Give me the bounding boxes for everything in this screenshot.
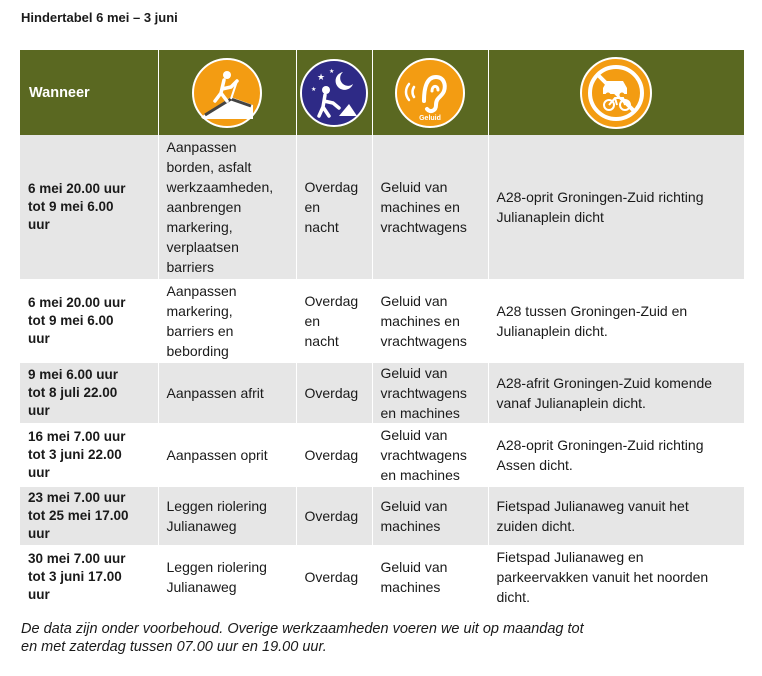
impact-line: parkeervakken vanuit het noorden	[496, 569, 709, 585]
when-line: uur	[28, 465, 50, 480]
header-when: Wanneer	[20, 50, 158, 135]
when-line: tot 8 juli 22.00	[28, 385, 118, 400]
table-row	[20, 362, 744, 424]
impact-line: vanaf Julianaplein dicht.	[496, 395, 646, 411]
table-row	[20, 486, 744, 546]
time-line: Overdag	[304, 385, 359, 401]
when-cell	[20, 135, 158, 280]
time-line: en	[304, 199, 321, 215]
work-line: bebording	[166, 343, 229, 359]
svg-text:★: ★	[329, 67, 335, 75]
note-line: en met zaterdag tussen 07.00 uur en 19.00 uur.	[21, 639, 327, 655]
when-cell	[20, 546, 158, 608]
work-line: Aanpassen oprit	[166, 447, 268, 463]
table-row	[20, 135, 744, 280]
noise-line: vrachtwagens	[380, 385, 467, 401]
noise-line: Geluid van	[380, 293, 448, 309]
when-line: uur	[28, 217, 50, 232]
work-line: barriers en	[166, 323, 234, 339]
when-line: 23 mei 7.00 uur	[28, 490, 126, 505]
time-cell	[296, 135, 372, 280]
work-line: Leggen riolering	[166, 559, 267, 575]
impact-cell	[488, 280, 744, 362]
impact-line: Assen dicht.	[496, 457, 573, 473]
disclaimer-note	[21, 620, 584, 656]
work-cell	[158, 362, 296, 424]
when-line: 30 mei 7.00 uur	[28, 551, 126, 566]
when-line: 6 mei 20.00 uur	[28, 181, 126, 196]
noise-line: Geluid van	[380, 559, 448, 575]
svg-text:★: ★	[317, 72, 326, 83]
when-line: tot 9 mei 6.00	[28, 313, 114, 328]
work-line: aanbrengen	[166, 199, 242, 215]
when-line: tot 25 mei 17.00	[28, 508, 129, 523]
time-line: Overdag	[304, 179, 359, 195]
noise-cell	[372, 546, 488, 608]
when-line: tot 9 mei 6.00	[28, 199, 114, 214]
noise-line: machines en	[380, 313, 460, 329]
time-cell	[296, 280, 372, 362]
road-work-icon	[191, 57, 263, 129]
noise-line: Geluid van	[380, 365, 448, 381]
table-row	[20, 546, 744, 608]
noise-line: Geluid van	[380, 427, 448, 443]
noise-line: en machines	[380, 405, 460, 421]
header-impact	[488, 50, 744, 135]
noise-line: machines	[380, 518, 441, 534]
work-line: Julianaweg	[166, 579, 237, 595]
work-line: Leggen riolering	[166, 498, 267, 514]
noise-line: machines	[380, 579, 441, 595]
noise-cell	[372, 486, 488, 546]
noise-line: vrachtwagens	[380, 333, 467, 349]
time-line: Overdag	[304, 293, 359, 309]
when-line: uur	[28, 587, 50, 602]
impact-cell	[488, 424, 744, 486]
impact-cell	[488, 486, 744, 546]
noise-line: vrachtwagens	[380, 447, 467, 463]
noise-cell	[372, 280, 488, 362]
when-cell	[20, 486, 158, 546]
noise-line: Geluid van	[380, 179, 448, 195]
time-line: Overdag	[304, 508, 359, 524]
header-time	[296, 50, 372, 135]
work-cell	[158, 135, 296, 280]
noise-cell	[372, 362, 488, 424]
time-line: Overdag	[304, 447, 359, 463]
when-cell	[20, 362, 158, 424]
noise-line: vrachtwagens	[380, 219, 467, 235]
when-line: 16 mei 7.00 uur	[28, 429, 126, 444]
time-cell	[296, 486, 372, 546]
when-line: tot 3 juni 17.00	[28, 569, 122, 584]
header-noise	[372, 50, 488, 135]
noise-cell	[372, 135, 488, 280]
work-line: verplaatsen	[166, 239, 239, 255]
time-cell	[296, 424, 372, 486]
when-line: uur	[28, 331, 50, 346]
time-line: en	[304, 313, 321, 329]
time-cell	[296, 546, 372, 608]
page-title: Hindertabel 6 mei – 3 juni	[21, 10, 178, 25]
noise-cell	[372, 424, 488, 486]
impact-line: A28-oprit Groningen-Zuid richting	[496, 189, 704, 205]
night-work-icon	[299, 58, 369, 128]
header-work	[158, 50, 296, 135]
when-line: 6 mei 20.00 uur	[28, 295, 126, 310]
when-line: uur	[28, 526, 50, 541]
work-cell	[158, 424, 296, 486]
when-cell	[20, 424, 158, 486]
work-line: Aanpassen afrit	[166, 385, 264, 401]
when-line: 9 mei 6.00 uur	[28, 367, 119, 382]
time-line: Overdag	[304, 569, 359, 585]
work-line: markering,	[166, 219, 233, 235]
noise-line: Geluid van	[380, 498, 448, 514]
impact-line: Julianaplein dicht.	[496, 323, 608, 339]
time-line: nacht	[304, 333, 339, 349]
work-line: Julianaweg	[166, 518, 237, 534]
when-line: uur	[28, 403, 50, 418]
noise-line: en machines	[380, 467, 460, 483]
impact-line: Fietspad Julianaweg vanuit het	[496, 498, 689, 514]
impact-cell	[488, 546, 744, 608]
impact-line: Julianaplein dicht	[496, 209, 604, 225]
impact-line: dicht.	[496, 589, 530, 605]
time-line: nacht	[304, 219, 339, 235]
table-row	[20, 280, 744, 362]
impact-line: A28-oprit Groningen-Zuid richting	[496, 437, 704, 453]
when-cell	[20, 280, 158, 362]
noise-icon	[394, 57, 466, 129]
impact-line: A28 tussen Groningen-Zuid en	[496, 303, 688, 319]
no-traffic-icon	[579, 56, 653, 130]
noise-line: machines en	[380, 199, 460, 215]
svg-text:★: ★	[311, 85, 317, 93]
work-line: markering,	[166, 303, 233, 319]
work-line: barriers	[166, 259, 214, 275]
hinder-table	[20, 50, 744, 609]
work-line: Aanpassen	[166, 139, 237, 155]
work-cell	[158, 280, 296, 362]
work-cell	[158, 486, 296, 546]
note-line: De data zijn onder voorbehoud. Overige werkzaamheden voeren we uit op maandag tot	[21, 621, 584, 637]
table-row	[20, 424, 744, 486]
impact-line: zuiden dicht.	[496, 518, 576, 534]
work-line: Aanpassen	[166, 283, 237, 299]
when-line: tot 3 juni 22.00	[28, 447, 122, 462]
table-header-row	[20, 50, 744, 135]
impact-line: A28-afrit Groningen-Zuid komende	[496, 375, 713, 391]
work-cell	[158, 546, 296, 608]
time-cell	[296, 362, 372, 424]
work-line: werkzaamheden,	[166, 179, 274, 195]
work-line: borden, asfalt	[166, 159, 252, 175]
impact-cell	[488, 362, 744, 424]
geluid-label: Geluid	[419, 114, 441, 122]
impact-line: Fietspad Julianaweg en	[496, 549, 644, 565]
impact-cell	[488, 135, 744, 280]
